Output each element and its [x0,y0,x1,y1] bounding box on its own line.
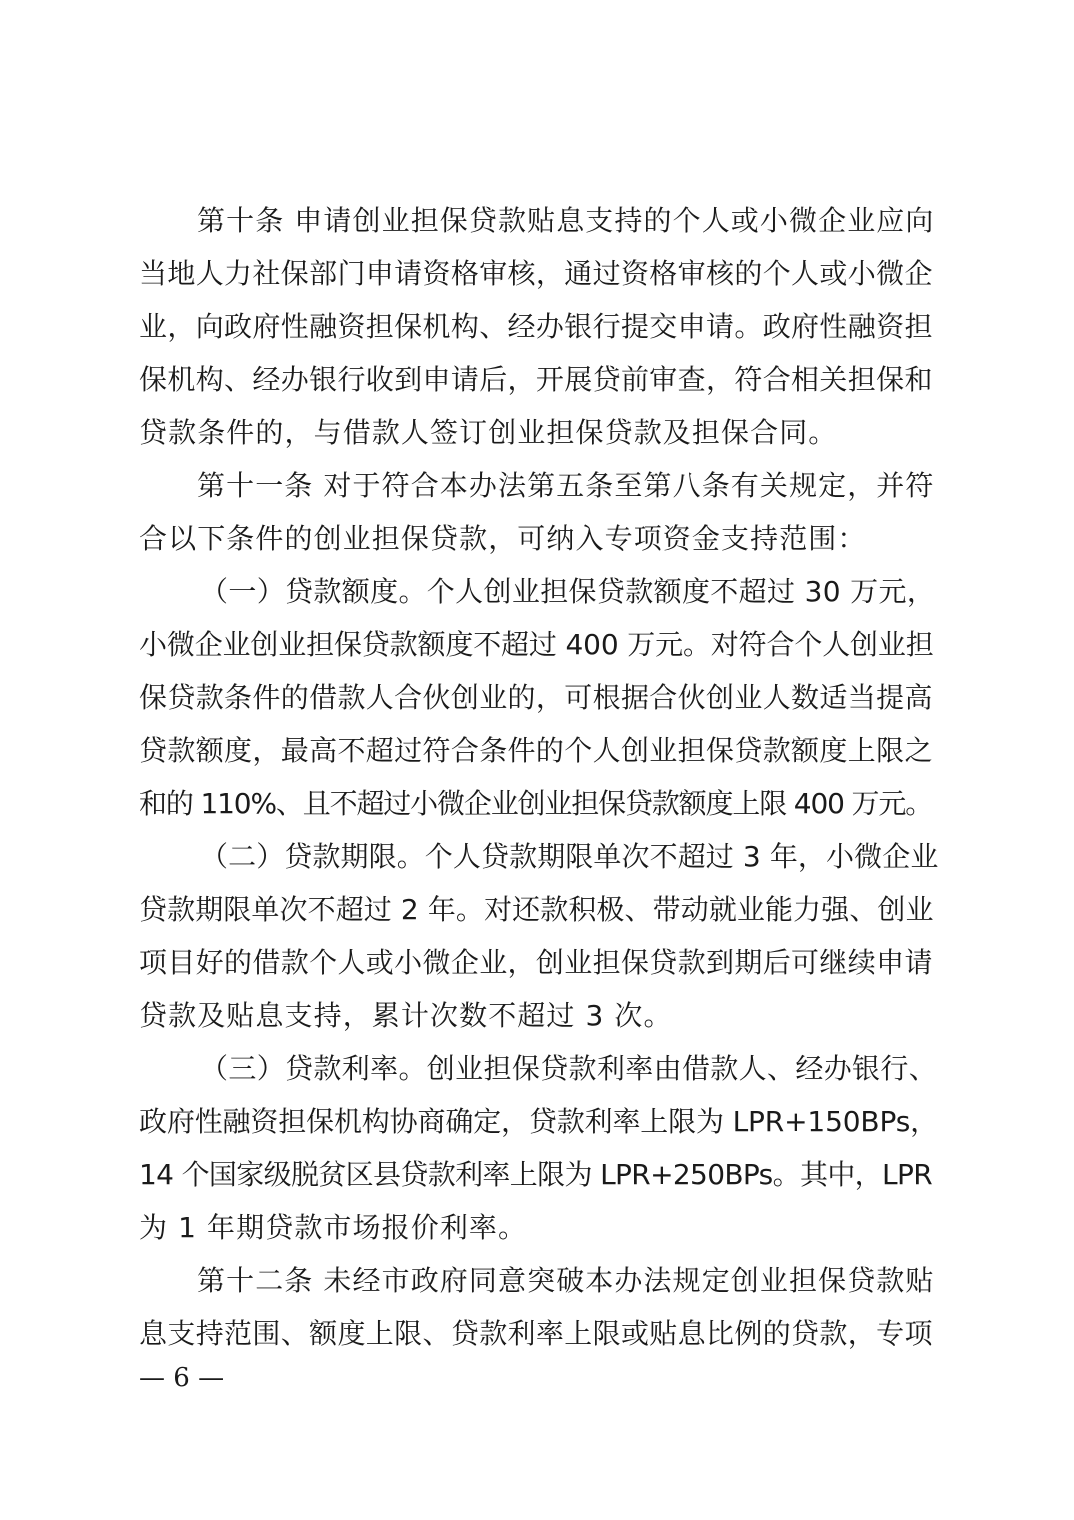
article-10-line-4: 保机构、经办银行收到申请后，开展贷前审查，符合相关担保和 [139,363,933,396]
item-1-line-4: 贷款额度，最高不超过符合条件的个人创业担保贷款额度上限之 [139,734,933,767]
item-2-line-4: 贷款及贴息支持，累计次数不超过 3 次。 [139,999,673,1032]
article-11-line-1: 第十一条 对于符合本办法第五条至第八条有关规定，并符 [197,469,935,502]
article-10-line-5: 贷款条件的，与借款人签订创业担保贷款及担保合同。 [139,416,838,449]
item-3-line-4: 为 1 年期贷款市场报价利率。 [139,1211,528,1244]
item-2-line-1: （二）贷款期限。个人贷款期限单次不超过 3 年，小微企业 [200,840,939,873]
article-12-line-2: 息支持范围、额度上限、贷款利率上限或贴息比例的贷款，专项 [139,1317,933,1350]
item-3-line-3: 14 个国家级脱贫区县贷款利率上限为 LPR+250BPs。其中，LPR [139,1158,933,1191]
article-11-line-2: 合以下条件的创业担保贷款，可纳入专项资金支持范围： [139,522,867,555]
item-3-line-2: 政府性融资担保机构协商确定，贷款利率上限为 LPR+150BPs， [139,1105,938,1138]
item-3-line-1: （三）贷款利率。创业担保贷款利率由借款人、经办银行、 [200,1052,938,1085]
article-10-line-1: 第十条 申请创业担保贷款贴息支持的个人或小微企业应向 [197,204,935,237]
article-10-line-3: 业，向政府性融资担保机构、经办银行提交申请。政府性融资担 [139,310,933,343]
article-12-line-1: 第十二条 未经市政府同意突破本办法规定创业担保贷款贴 [197,1264,935,1297]
article-10-line-2: 当地人力社保部门申请资格审核，通过资格审核的个人或小微企 [139,257,933,290]
item-1-line-2: 小微企业创业担保贷款额度不超过 400 万元。对符合个人创业担 [139,628,934,661]
item-1-line-1: （一）贷款额度。个人创业担保贷款额度不超过 30 万元， [200,575,936,608]
item-2-line-3: 项目好的借款个人或小微企业，创业担保贷款到期后可继续申请 [139,946,933,979]
page-number: — 6 — [139,1363,225,1393]
item-2-line-2: 贷款期限单次不超过 2 年。对还款积极、带动就业能力强、创业 [139,893,934,926]
item-1-line-5: 和的 110%、且不超过小微企业创业担保贷款额度上限 400 万元。 [139,787,933,820]
item-1-line-3: 保贷款条件的借款人合伙创业的，可根据合伙创业人数适当提高 [139,681,933,714]
